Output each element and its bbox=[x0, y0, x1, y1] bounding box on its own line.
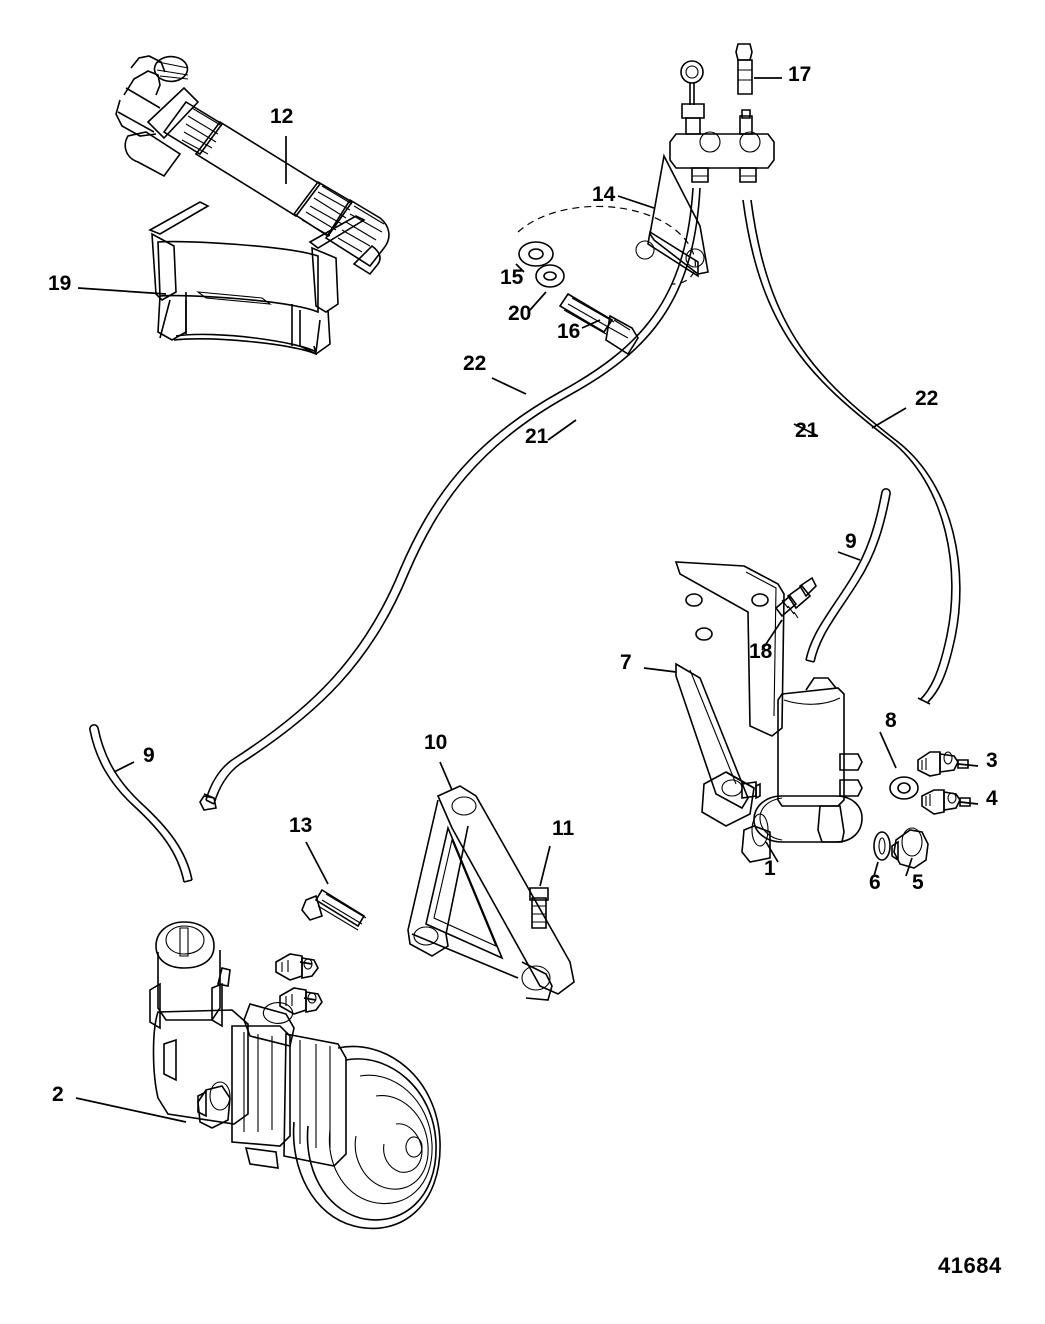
callout-label: 7 bbox=[620, 651, 632, 674]
callout-15 bbox=[500, 267, 523, 288]
callout-label: 13 bbox=[289, 814, 313, 837]
callout-label: 16 bbox=[557, 320, 581, 343]
callout-10 bbox=[424, 732, 447, 753]
part-pin bbox=[736, 44, 752, 94]
callout-label: 8 bbox=[885, 709, 897, 732]
callout-label: 4 bbox=[986, 787, 998, 810]
callout-9-left bbox=[143, 745, 155, 766]
callout-label: 3 bbox=[986, 749, 998, 772]
part-hose-left bbox=[90, 725, 192, 882]
callout-label: 15 bbox=[500, 266, 524, 289]
callout-6 bbox=[869, 872, 881, 893]
callout-9-right bbox=[845, 531, 857, 552]
part-bolt-long bbox=[302, 890, 366, 930]
part-washer-flat bbox=[519, 242, 553, 266]
part-washer bbox=[890, 777, 918, 799]
callout-label: 5 bbox=[912, 871, 924, 894]
callout-21-left bbox=[525, 426, 548, 447]
callout-12 bbox=[270, 106, 293, 127]
callout-label: 9 bbox=[845, 530, 857, 553]
callout-label: 21 bbox=[795, 419, 819, 442]
part-fitting-left-lower bbox=[280, 988, 322, 1014]
callout-11 bbox=[552, 818, 574, 839]
part-power-steering-pump-assembly bbox=[150, 922, 440, 1228]
callout-20 bbox=[508, 303, 531, 324]
callout-2 bbox=[52, 1084, 64, 1105]
part-hose-assembly-left bbox=[200, 188, 700, 810]
part-valve-assembly bbox=[518, 61, 774, 284]
callout-5 bbox=[912, 872, 924, 893]
callout-label: 17 bbox=[788, 63, 812, 86]
drawing-number: 41684 bbox=[938, 1253, 1002, 1278]
callout-1 bbox=[764, 858, 776, 879]
callout-13 bbox=[289, 815, 312, 836]
callout-22-left bbox=[463, 353, 486, 374]
part-mounting-cradle bbox=[150, 202, 364, 354]
part-control-valve-body bbox=[742, 678, 862, 862]
callout-16 bbox=[557, 321, 580, 342]
callout-label: 18 bbox=[749, 640, 773, 663]
callout-8 bbox=[885, 710, 897, 731]
callout-label: 9 bbox=[143, 744, 155, 767]
callout-18 bbox=[749, 641, 772, 662]
part-o-ring bbox=[874, 832, 890, 860]
callout-19 bbox=[48, 273, 71, 294]
callout-21-right bbox=[795, 420, 818, 441]
callout-label: 2 bbox=[52, 1083, 64, 1106]
part-fitting-left-upper bbox=[276, 954, 318, 980]
callout-label: 21 bbox=[525, 425, 549, 448]
part-mounting-bracket bbox=[676, 562, 784, 826]
leader-lines bbox=[76, 78, 978, 1122]
part-screw bbox=[776, 578, 816, 618]
callout-label: 6 bbox=[869, 871, 881, 894]
callout-14 bbox=[592, 184, 615, 205]
callout-7 bbox=[620, 652, 632, 673]
part-nut bbox=[536, 265, 564, 287]
callout-label: 11 bbox=[552, 817, 575, 840]
callout-label: 22 bbox=[463, 352, 487, 375]
callout-17 bbox=[788, 64, 811, 85]
callout-label: 19 bbox=[48, 272, 72, 295]
callout-22-right bbox=[915, 388, 938, 409]
callout-4-lower-right bbox=[986, 788, 998, 809]
part-hose-right bbox=[806, 489, 890, 662]
part-support-bracket bbox=[408, 786, 574, 1000]
callout-3-upper-right bbox=[986, 750, 998, 771]
part-steering-actuator-cylinder bbox=[116, 56, 389, 274]
callout-label: 14 bbox=[592, 183, 616, 206]
callout-label: 12 bbox=[270, 105, 294, 128]
callout-label: 1 bbox=[764, 857, 776, 880]
callout-label: 22 bbox=[915, 387, 939, 410]
callout-label: 20 bbox=[508, 302, 532, 325]
callout-label: 10 bbox=[424, 731, 448, 754]
